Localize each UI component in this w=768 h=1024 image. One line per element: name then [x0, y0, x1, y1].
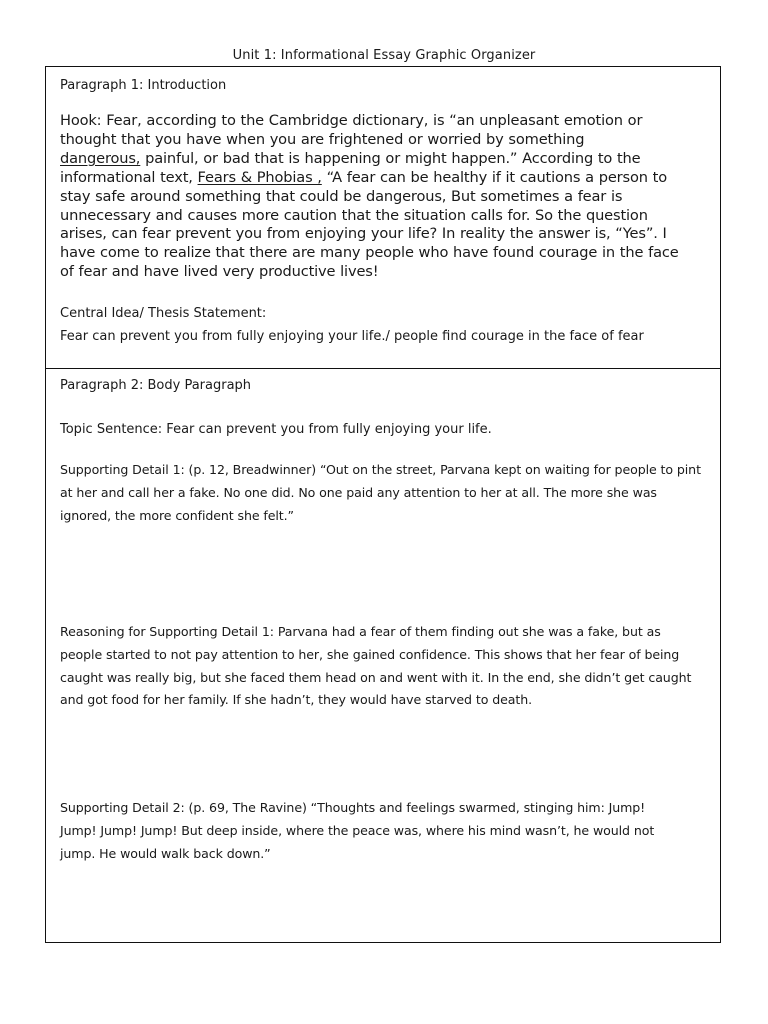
detail-1-line: ignored, the more confident she felt.”	[60, 507, 294, 523]
detail-1-line: Supporting Detail 1: (p. 12, Breadwinner) “Out on the street, Parvana kept on waiting for people to pint	[60, 462, 701, 477]
hook-line: thought that you have when you are frightened or worried by something	[60, 130, 585, 148]
detail-2-line: Jump! Jump! Jump! But deep inside, where the peace was, where his mind wasn’t, he would not	[60, 822, 655, 838]
underlined-dangerous: dangerous,	[60, 149, 141, 167]
reasoning-1-line: Reasoning for Supporting Detail 1: Parvana had a fear of them finding out she was a fake, but as	[60, 624, 661, 639]
detail-1-line: at her and call her a fake. No one did. No one paid any attention to her at all. The more she was	[60, 484, 657, 500]
reasoning-detail-1	[60, 621, 710, 712]
reasoning-1-line: people started to not pay attention to her, she gained confidence. This shows that her fear of being	[60, 646, 680, 662]
document-title: Unit 1: Informational Essay Graphic Organizer	[232, 48, 536, 63]
hook-line: unnecessary and causes more caution that the situation calls for. So the question	[60, 206, 648, 224]
detail-2-line: jump. He would walk back down.”	[60, 845, 271, 861]
hook-line: have come to realize that there are many people who have found courage in the face	[60, 244, 679, 262]
hook-line: informational text, Fears & Phobias , “A fear can be healthy if it cautions a person to	[60, 168, 667, 186]
reasoning-1-line: caught was really big, but she faced them head on and went with it. In the end, she didn’t get caught	[60, 669, 692, 685]
hook-text	[60, 112, 712, 282]
thesis-label: Central Idea/ Thesis Statement:	[60, 306, 267, 321]
supporting-detail-2	[60, 797, 710, 865]
underlined-source-title: Fears & Phobias ,	[197, 168, 322, 186]
detail-2-line: Supporting Detail 2: (p. 69, The Ravine) “Thoughts and feelings swarmed, stinging him: Jump!	[60, 800, 646, 815]
hook-line: stay safe around something that could be dangerous, But sometimes a fear is	[60, 187, 623, 205]
hook-line: dangerous, painful, or bad that is happening or might happen.” According to the	[60, 149, 641, 167]
thesis-text: Fear can prevent you from fully enjoying your life./ people find courage in the face of fear	[60, 329, 644, 344]
body-heading: Paragraph 2: Body Paragraph	[60, 378, 252, 393]
topic-sentence: Topic Sentence: Fear can prevent you from fully enjoying your life.	[60, 422, 492, 437]
intro-paragraph-box	[45, 66, 721, 369]
intro-heading: Paragraph 1: Introduction	[60, 78, 227, 93]
reasoning-1-line: and got food for her family. If she hadn’t, they would have starved to death.	[60, 692, 532, 708]
body-paragraph-box	[45, 368, 721, 943]
hook-line: Hook: Fear, according to the Cambridge dictionary, is “an unpleasant emotion or	[60, 112, 643, 129]
supporting-detail-1	[60, 459, 710, 527]
hook-line: of fear and have lived very productive lives!	[60, 263, 379, 281]
hook-line: arises, can fear prevent you from enjoying your life? In reality the answer is, “Yes”. I	[60, 225, 667, 243]
